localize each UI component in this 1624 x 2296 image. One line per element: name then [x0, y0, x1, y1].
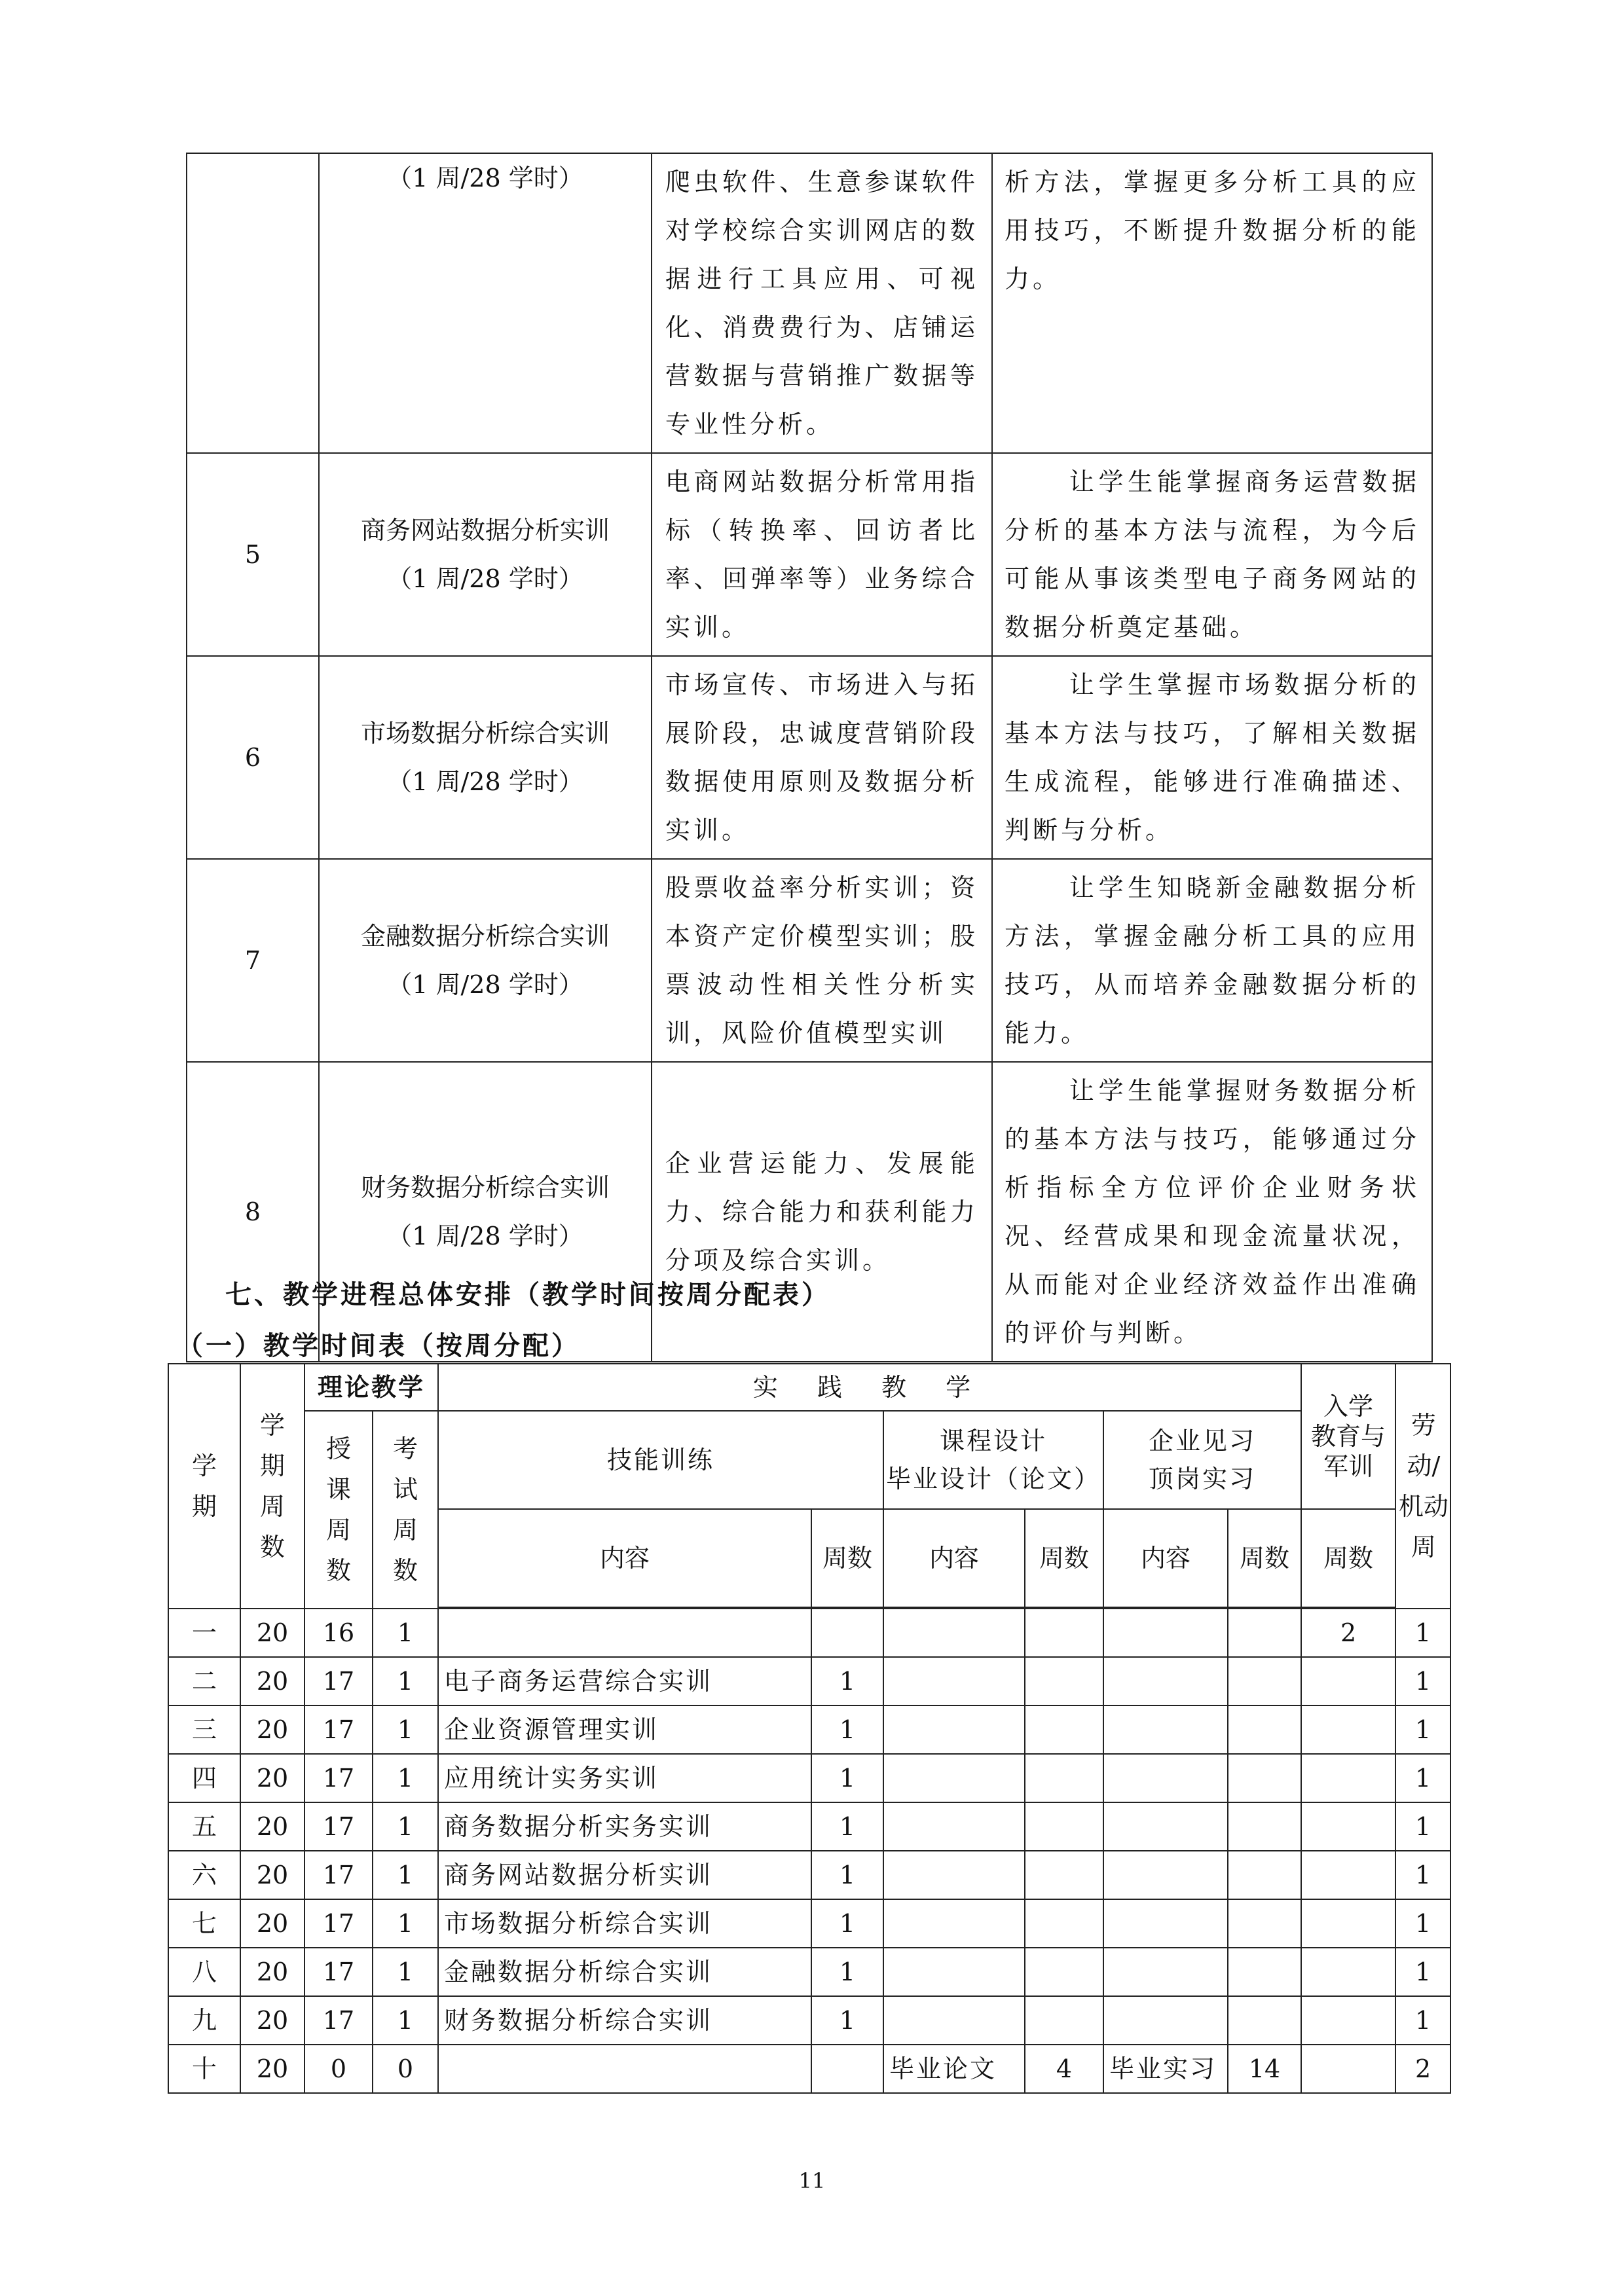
design-weeks-cell: [1025, 1754, 1103, 1802]
labor-weeks-cell: 1: [1395, 1948, 1450, 1996]
design-content-cell: [883, 1802, 1025, 1851]
skill-content-cell: 企业资源管理实训: [438, 1705, 811, 1754]
intern-weeks-cell: [1228, 1948, 1301, 1996]
labor-weeks-cell: 1: [1395, 1802, 1450, 1851]
lecture-weeks-cell: 17: [304, 1899, 373, 1948]
header-term: 学期: [168, 1364, 240, 1609]
intern-content-cell: 毕业实习: [1103, 2045, 1228, 2093]
design-weeks-cell: [1025, 1948, 1103, 1996]
skill-weeks-cell: [811, 1609, 883, 1657]
table-row: [187, 153, 1432, 453]
design-weeks-cell: [1025, 1996, 1103, 2045]
intern-weeks-cell: [1228, 1609, 1301, 1657]
table-row: [168, 1754, 1450, 1802]
intern-content-cell: [1103, 1609, 1228, 1657]
term-cell: 九: [168, 1996, 240, 2045]
entrance-weeks-cell: [1301, 1899, 1395, 1948]
exam-weeks-cell: 1: [373, 1899, 438, 1948]
training-goal: 析方法，掌握更多分析工具的应用技巧，不断提升数据分析的能力。: [992, 153, 1432, 453]
design-content-cell: [883, 1705, 1025, 1754]
entrance-weeks-cell: [1301, 1948, 1395, 1996]
table-row: [168, 2045, 1450, 2093]
skill-weeks-cell: 1: [811, 1996, 883, 2045]
header-entrance: 入学 教育与 军训: [1301, 1364, 1395, 1509]
course-name-cell: [319, 1062, 652, 1362]
row-number: 7: [187, 859, 319, 1062]
lecture-weeks-cell: 17: [304, 1802, 373, 1851]
course-name: 商务网站数据分析实训: [360, 516, 610, 545]
header-row: [168, 1411, 1450, 1509]
design-content-cell: [883, 1851, 1025, 1899]
term-weeks-cell: 20: [240, 1754, 304, 1802]
design-weeks-cell: [1025, 1851, 1103, 1899]
row-number: [187, 153, 319, 453]
labor-weeks-cell: 1: [1395, 1899, 1450, 1948]
header-theory: 理论教学: [304, 1364, 438, 1411]
design-weeks-cell: [1025, 1802, 1103, 1851]
term-cell: 十: [168, 2045, 240, 2093]
intern-content-cell: [1103, 1705, 1228, 1754]
design-content-cell: [883, 1948, 1025, 1996]
entrance-weeks-cell: [1301, 1705, 1395, 1754]
header-intern-content: 内容: [1103, 1509, 1228, 1607]
skill-content-cell: 商务网站数据分析实训: [438, 1851, 811, 1899]
term-cell: 五: [168, 1802, 240, 1851]
training-course-table: [186, 153, 1433, 1362]
course-hours: （1 周/28 学时）: [387, 564, 583, 593]
term-cell: 三: [168, 1705, 240, 1754]
training-content: 股票收益率分析实训；资本资产定价模型实训；股票波动性相关性分析实训，风险价值模型实训: [652, 859, 992, 1062]
entrance-weeks-cell: [1301, 1996, 1395, 2045]
design-weeks-cell: 4: [1025, 2045, 1103, 2093]
term-weeks-cell: 20: [240, 1705, 304, 1754]
design-content-cell: [883, 1899, 1025, 1948]
entrance-weeks-cell: [1301, 1657, 1395, 1705]
exam-weeks-cell: 1: [373, 1705, 438, 1754]
table-row: [187, 859, 1432, 1062]
design-content-cell: [883, 1609, 1025, 1657]
exam-weeks-cell: 0: [373, 2045, 438, 2093]
term-weeks-cell: 20: [240, 1609, 304, 1657]
labor-weeks-cell: 1: [1395, 1851, 1450, 1899]
intern-content-cell: [1103, 1948, 1228, 1996]
lecture-weeks-cell: 17: [304, 1996, 373, 2045]
skill-content-cell: [438, 2045, 811, 2093]
lecture-weeks-cell: 17: [304, 1754, 373, 1802]
intern-content-cell: [1103, 1996, 1228, 2045]
skill-content-cell: 金融数据分析综合实训: [438, 1948, 811, 1996]
skill-weeks-cell: 1: [811, 1851, 883, 1899]
term-cell: 七: [168, 1899, 240, 1948]
page-number: 11: [798, 2168, 826, 2193]
skill-weeks-cell: 1: [811, 1705, 883, 1754]
intern-content-cell: [1103, 1754, 1228, 1802]
table-row: [168, 1802, 1450, 1851]
exam-weeks-cell: 1: [373, 1948, 438, 1996]
course-hours: （1 周/28 学时）: [387, 164, 583, 192]
intern-content-cell: [1103, 1802, 1228, 1851]
design-content-cell: 毕业论文: [883, 2045, 1025, 2093]
skill-content-cell: 电子商务运营综合实训: [438, 1657, 811, 1705]
lecture-weeks-cell: 17: [304, 1705, 373, 1754]
training-content: 爬虫软件、生意参谋软件对学校综合实训网店的数据进行工具应用、可视化、消费费行为、店铺运营数据与营销推广数据等专业性分析。: [652, 153, 992, 453]
skill-content-cell: 财务数据分析综合实训: [438, 1996, 811, 2045]
exam-weeks-cell: 1: [373, 1851, 438, 1899]
header-course-design: 课程设计 毕业设计（论文）: [883, 1411, 1103, 1509]
table-row: [187, 453, 1432, 656]
section-7-1-heading: （一）教学时间表（按周分配）: [177, 1330, 580, 1361]
exam-weeks-cell: 1: [373, 1996, 438, 2045]
design-weeks-cell: [1025, 1705, 1103, 1754]
term-cell: 二: [168, 1657, 240, 1705]
labor-weeks-cell: 1: [1395, 1609, 1450, 1657]
header-row: [168, 1364, 1450, 1411]
term-weeks-cell: 20: [240, 1851, 304, 1899]
header-design-weeks: 周数: [1025, 1509, 1103, 1607]
header-entrance-weeks: 周数: [1301, 1509, 1395, 1607]
header-labor: 劳动/机动周: [1395, 1364, 1450, 1609]
exam-weeks-cell: 1: [373, 1802, 438, 1851]
header-term-weeks: 学期周数: [240, 1364, 304, 1609]
skill-content-cell: 市场数据分析综合实训: [438, 1899, 811, 1948]
course-name-cell: [319, 859, 652, 1062]
skill-weeks-cell: 1: [811, 1754, 883, 1802]
term-weeks-cell: 20: [240, 2045, 304, 2093]
labor-weeks-cell: 2: [1395, 2045, 1450, 2093]
training-goal: 让学生知晓新金融数据分析方法，掌握金融分析工具的应用技巧，从而培养金融数据分析的能力。: [992, 859, 1432, 1062]
table-row: [168, 1609, 1450, 1657]
course-hours: （1 周/28 学时）: [387, 970, 583, 999]
design-content-cell: [883, 1754, 1025, 1802]
section-7-heading: 七、教学进程总体安排（教学时间按周分配表）: [225, 1279, 830, 1310]
course-name: 市场数据分析综合实训: [360, 719, 610, 748]
lecture-weeks-cell: 17: [304, 1851, 373, 1899]
course-name-cell: [319, 153, 652, 453]
entrance-weeks-cell: [1301, 1851, 1395, 1899]
header-internship: 企业见习 顶岗实习: [1103, 1411, 1301, 1509]
exam-weeks-cell: 1: [373, 1657, 438, 1705]
design-weeks-cell: [1025, 1899, 1103, 1948]
design-weeks-cell: [1025, 1609, 1103, 1657]
intern-weeks-cell: 14: [1228, 2045, 1301, 2093]
course-name: 财务数据分析综合实训: [360, 1173, 610, 1202]
header-skill-content: 内容: [438, 1509, 811, 1607]
header-exam-weeks: 考试周数: [373, 1411, 438, 1609]
term-cell: 六: [168, 1851, 240, 1899]
table-row: [168, 1705, 1450, 1754]
design-content-cell: [883, 1657, 1025, 1705]
term-cell: 一: [168, 1609, 240, 1657]
design-content-cell: [883, 1996, 1025, 2045]
course-name-cell: [319, 656, 652, 859]
entrance-weeks-cell: [1301, 1754, 1395, 1802]
skill-weeks-cell: 1: [811, 1657, 883, 1705]
schedule-body: [168, 1609, 1450, 2093]
table-row: [168, 1851, 1450, 1899]
intern-weeks-cell: [1228, 1851, 1301, 1899]
exam-weeks-cell: 1: [373, 1754, 438, 1802]
training-goal: 让学生能掌握商务运营数据分析的基本方法与流程，为今后可能从事该类型电子商务网站的数据分析奠定基础。: [992, 453, 1432, 656]
training-content: 企业营运能力、发展能力、综合能力和获利能力分项及综合实训。: [652, 1062, 992, 1362]
row-number: 5: [187, 453, 319, 656]
table-row: [168, 1948, 1450, 1996]
term-cell: 四: [168, 1754, 240, 1802]
intern-weeks-cell: [1228, 1996, 1301, 2045]
skill-content-cell: 应用统计实务实训: [438, 1754, 811, 1802]
labor-weeks-cell: 1: [1395, 1996, 1450, 2045]
lecture-weeks-cell: 17: [304, 1657, 373, 1705]
course-hours: （1 周/28 学时）: [387, 767, 583, 796]
training-content: 市场宣传、市场进入与拓展阶段，忠诚度营销阶段数据使用原则及数据分析实训。: [652, 656, 992, 859]
term-weeks-cell: 20: [240, 1802, 304, 1851]
term-weeks-cell: 20: [240, 1948, 304, 1996]
lecture-weeks-cell: 17: [304, 1948, 373, 1996]
training-content: 电商网站数据分析常用指标（转换率、回访者比率、回弹率等）业务综合实训。: [652, 453, 992, 656]
skill-weeks-cell: 1: [811, 1802, 883, 1851]
skill-content-cell: 商务数据分析实务实训: [438, 1802, 811, 1851]
intern-weeks-cell: [1228, 1802, 1301, 1851]
table-row: [187, 1062, 1432, 1362]
header-design-content: 内容: [883, 1509, 1025, 1607]
course-hours: （1 周/28 学时）: [387, 1222, 583, 1250]
table-row: [168, 1996, 1450, 2045]
row-number: 8: [187, 1062, 319, 1362]
term-cell: 八: [168, 1948, 240, 1996]
skill-weeks-cell: 1: [811, 1948, 883, 1996]
intern-weeks-cell: [1228, 1705, 1301, 1754]
header-intern-weeks: 周数: [1228, 1509, 1301, 1607]
training-goal: 让学生掌握市场数据分析的基本方法与技巧，了解相关数据生成流程，能够进行准确描述、判断与分析。: [992, 656, 1432, 859]
header-skill-weeks: 周数: [811, 1509, 883, 1607]
term-weeks-cell: 20: [240, 1899, 304, 1948]
labor-weeks-cell: 1: [1395, 1657, 1450, 1705]
labor-weeks-cell: 1: [1395, 1754, 1450, 1802]
design-weeks-cell: [1025, 1657, 1103, 1705]
table-row: [168, 1657, 1450, 1705]
course-name: 金融数据分析综合实训: [360, 922, 610, 951]
table-row: [187, 656, 1432, 859]
header-skill-training: 技能训练: [438, 1411, 883, 1509]
intern-content-cell: [1103, 1899, 1228, 1948]
skill-weeks-cell: 1: [811, 1899, 883, 1948]
intern-weeks-cell: [1228, 1754, 1301, 1802]
entrance-weeks-cell: [1301, 2045, 1395, 2093]
lecture-weeks-cell: 0: [304, 2045, 373, 2093]
skill-weeks-cell: [811, 2045, 883, 2093]
intern-weeks-cell: [1228, 1657, 1301, 1705]
exam-weeks-cell: 1: [373, 1609, 438, 1657]
header-practice: 实 践 教 学: [438, 1364, 1301, 1411]
table-row: [168, 1899, 1450, 1948]
term-weeks-cell: 20: [240, 1657, 304, 1705]
intern-weeks-cell: [1228, 1899, 1301, 1948]
entrance-weeks-cell: 2: [1301, 1609, 1395, 1657]
training-goal: 让学生能掌握财务数据分析的基本方法与技巧，能够通过分析指标全方位评价企业财务状况、经营成果和现金流量状况，从而能对企业经济效益作出准确的评价与判断。: [992, 1062, 1432, 1362]
entrance-weeks-cell: [1301, 1802, 1395, 1851]
row-number: 6: [187, 656, 319, 859]
intern-content-cell: [1103, 1657, 1228, 1705]
term-weeks-cell: 20: [240, 1996, 304, 2045]
teaching-schedule-table: [168, 1363, 1451, 2094]
header-lecture-weeks: 授课周数: [304, 1411, 373, 1609]
labor-weeks-cell: 1: [1395, 1705, 1450, 1754]
intern-content-cell: [1103, 1851, 1228, 1899]
skill-content-cell: [438, 1609, 811, 1657]
course-name-cell: [319, 453, 652, 656]
lecture-weeks-cell: 16: [304, 1609, 373, 1657]
